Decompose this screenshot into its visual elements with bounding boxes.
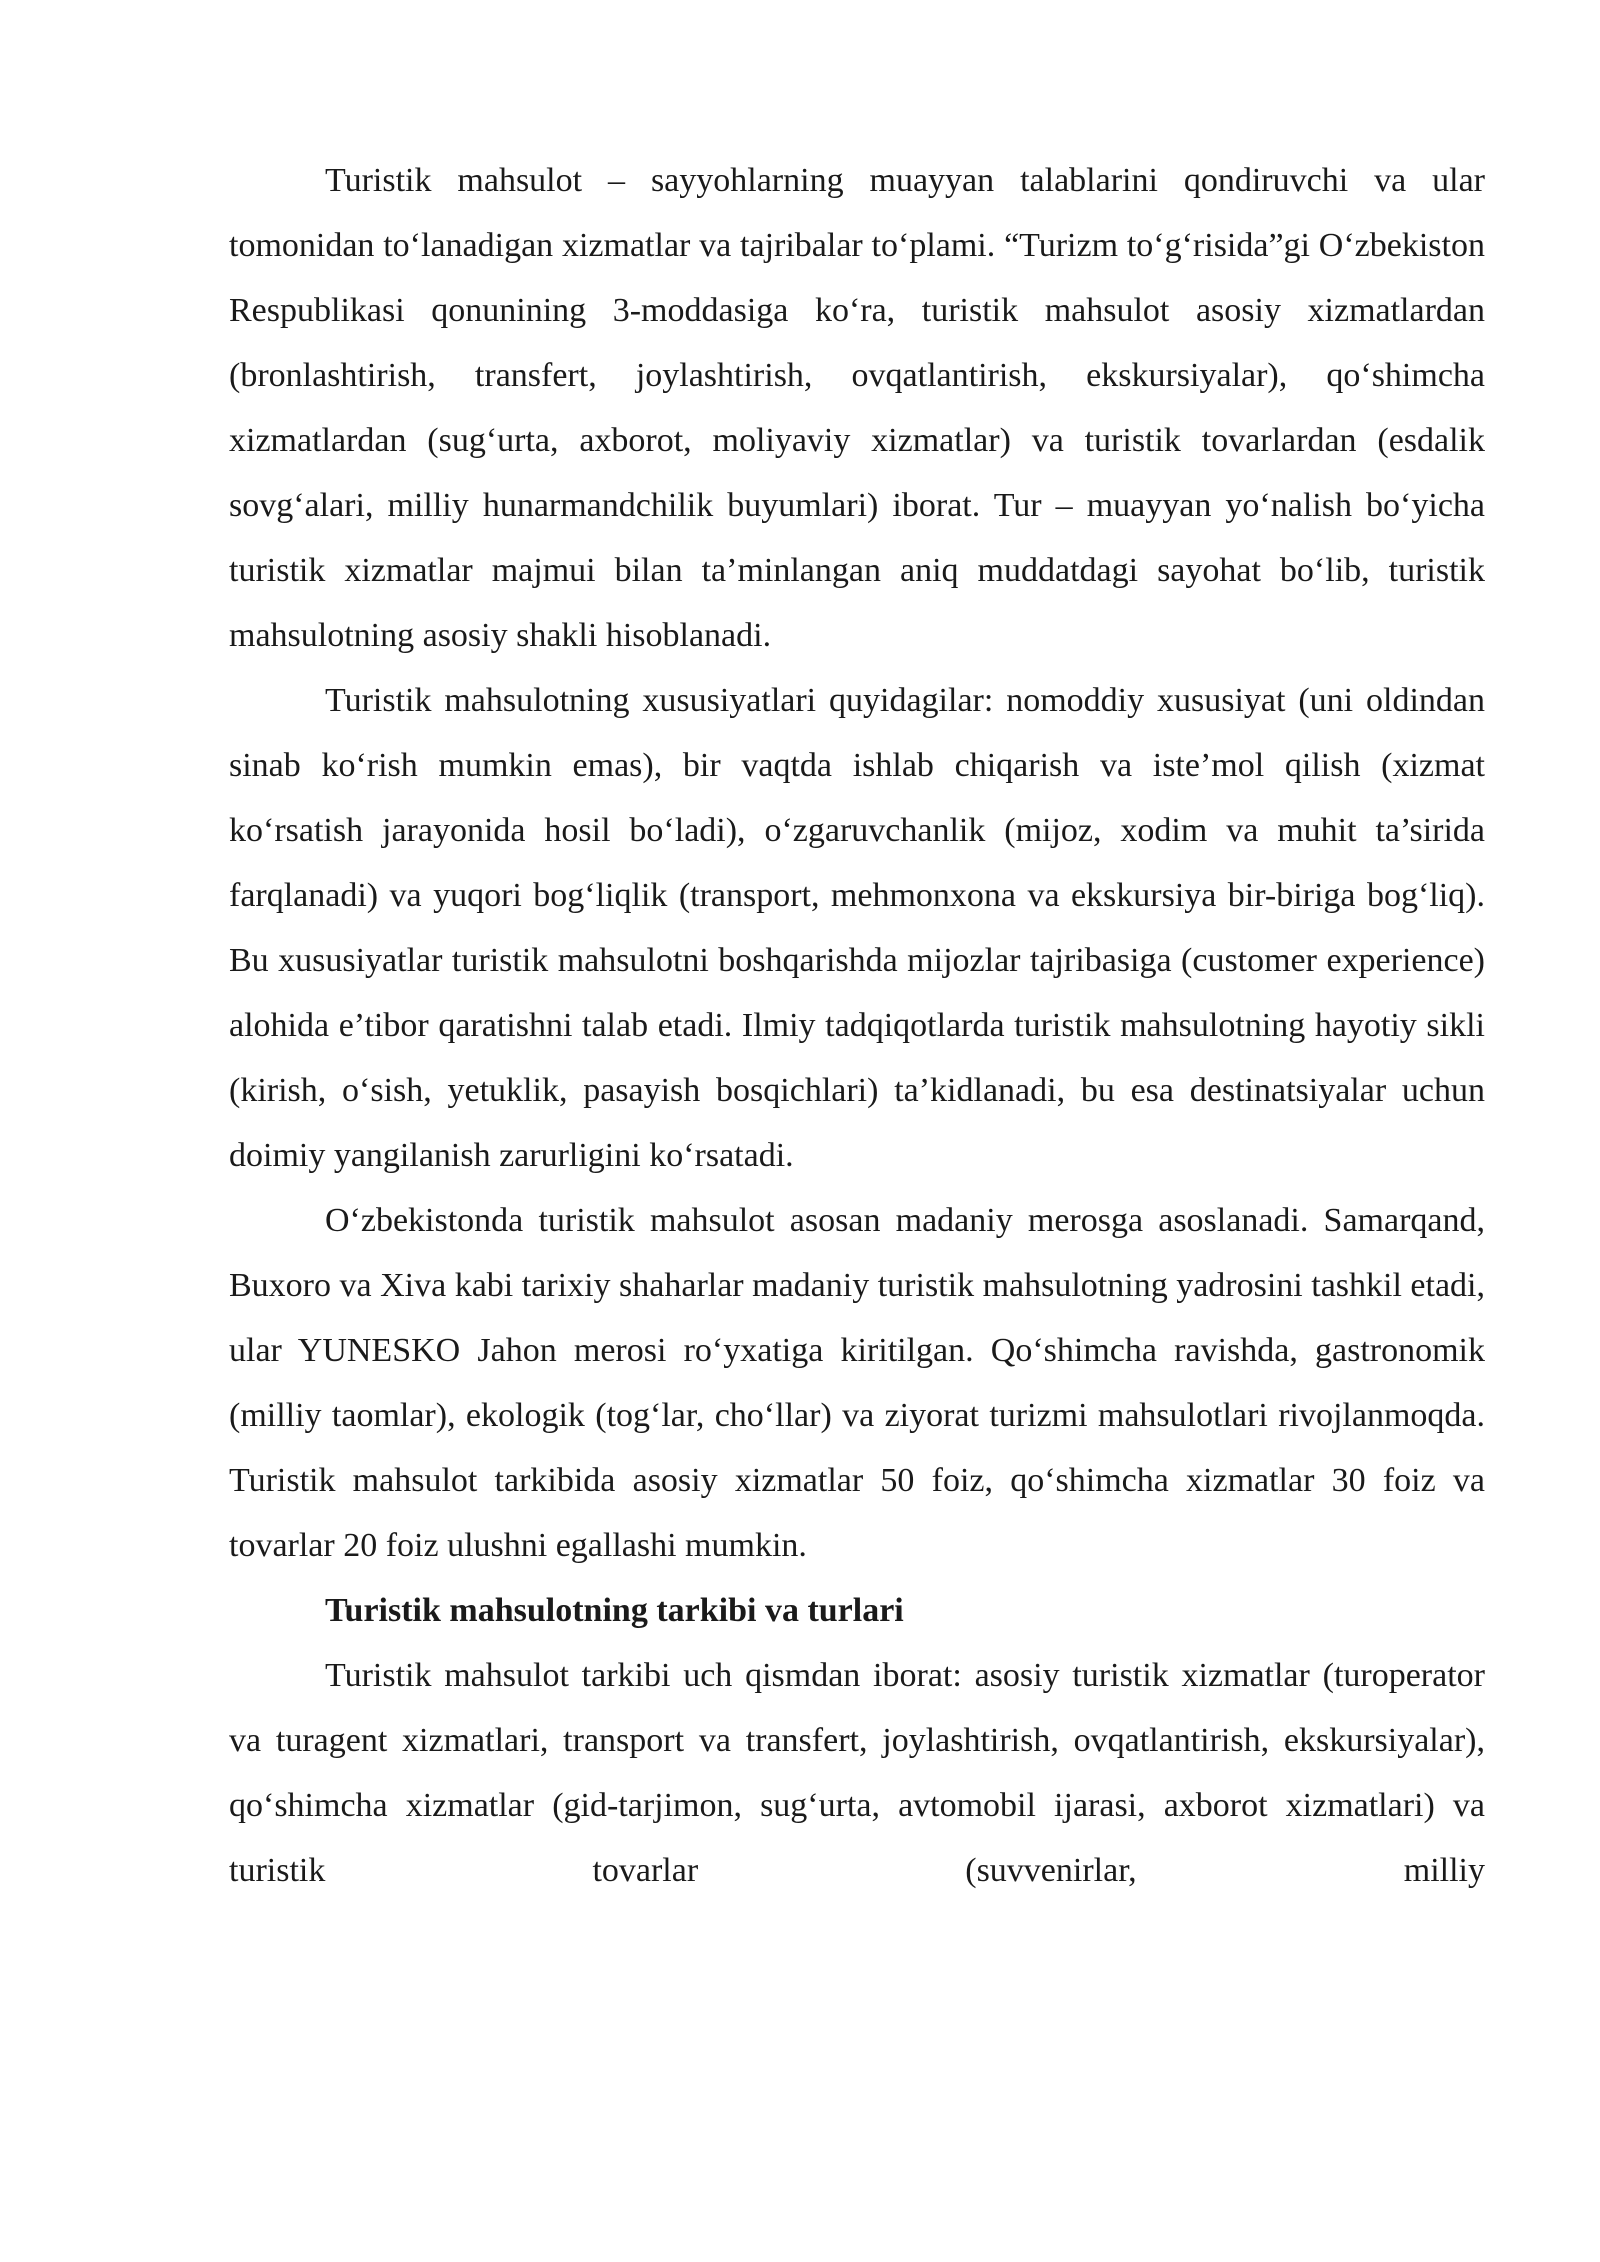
paragraph-tourist-product-definition: Turistik mahsulot – sayyohlarning muayyan talablarini qondiruvchi va ular tomonidan to‘lanadigan xizmatlar va tajribalar to‘plami. “Turizm to‘g‘risida”gi O‘zbekiston Respublikasi qonunining 3-moddasiga ko‘ra, turistik mahsulot asosiy xizmatlardan (bronlashtirish, transfert, joylashtirish, ovqatlantirish, ekskursiyalar), qo‘shimcha xizmatlardan (sug‘urta, axborot, moliyaviy xizmatlar) va turistik tovarlardan (esdalik sovg‘alari, milliy hunarmandchilik buyumlari) iborat. Tur – muayyan yo‘nalish bo‘yicha turistik xizmatlar majmui bilan ta’minlangan aniq muddatdagi sayohat bo‘lib, turistik mahsulotning asosiy shakli hisoblanadi.	[229, 162, 1485, 654]
document-body	[229, 148, 1485, 1903]
section-heading: Turistik mahsulotning tarkibi va turlari	[325, 1592, 904, 1629]
paragraph-uzbekistan-tourist-product: O‘zbekistonda turistik mahsulot asosan madaniy merosga asoslanadi. Samarqand, Buxoro va Xiva kabi tarixiy shaharlar madaniy turistik mahsulotning yadrosini tashkil etadi, ular YUNESKO Jahon merosi ro‘yxatiga kiritilgan. Qo‘shimcha ravishda, gastronomik (milliy taomlar), ekologik (tog‘lar, cho‘llar) va ziyorat turizmi mahsulotlari rivojlanmoqda. Turistik mahsulot tarkibida asosiy xizmatlar 50 foiz, qo‘shimcha xizmatlar 30 foiz va tovarlar 20 foiz ulushni egallashi mumkin.	[229, 1202, 1485, 1564]
paragraph-product-composition: Turistik mahsulot tarkibi uch qismdan iborat: asosiy turistik xizmatlar (turoperator va turagent xizmatlari, transport va transfert, joylashtirish, ovqatlantirish, ekskursiyalar), qo‘shimcha xizmatlar (gid-tarjimon, sug‘urta, avtomobil ijarasi, axborot xizmatlari) va turistik tovarlar (suvvenirlar, milliy	[229, 1657, 1485, 1889]
paragraph-tourist-product-features: Turistik mahsulotning xususiyatlari quyidagilar: nomoddiy xususiyat (uni oldindan sinab ko‘rish mumkin emas), bir vaqtda ishlab chiqarish va iste’mol qilish (xizmat ko‘rsatish jarayonida hosil bo‘ladi), o‘zgaruvchanlik (mijoz, xodim va muhit ta’sirida farqlanadi) va yuqori bog‘liqlik (transport, mehmonxona va ekskursiya bir-biriga bog‘liq). Bu xususiyatlar turistik mahsulotni boshqarishda mijozlar tajribasiga (customer experience) alohida e’tibor qaratishni talab etadi. Ilmiy tadqiqotlarda turistik mahsulotning hayotiy sikli (kirish, o‘sish, yetuklik, pasayish bosqichlari) ta’kidlanadi, bu esa destinatsiyalar uchun doimiy yangilanish zarurligini ko‘rsatadi.	[229, 682, 1485, 1174]
